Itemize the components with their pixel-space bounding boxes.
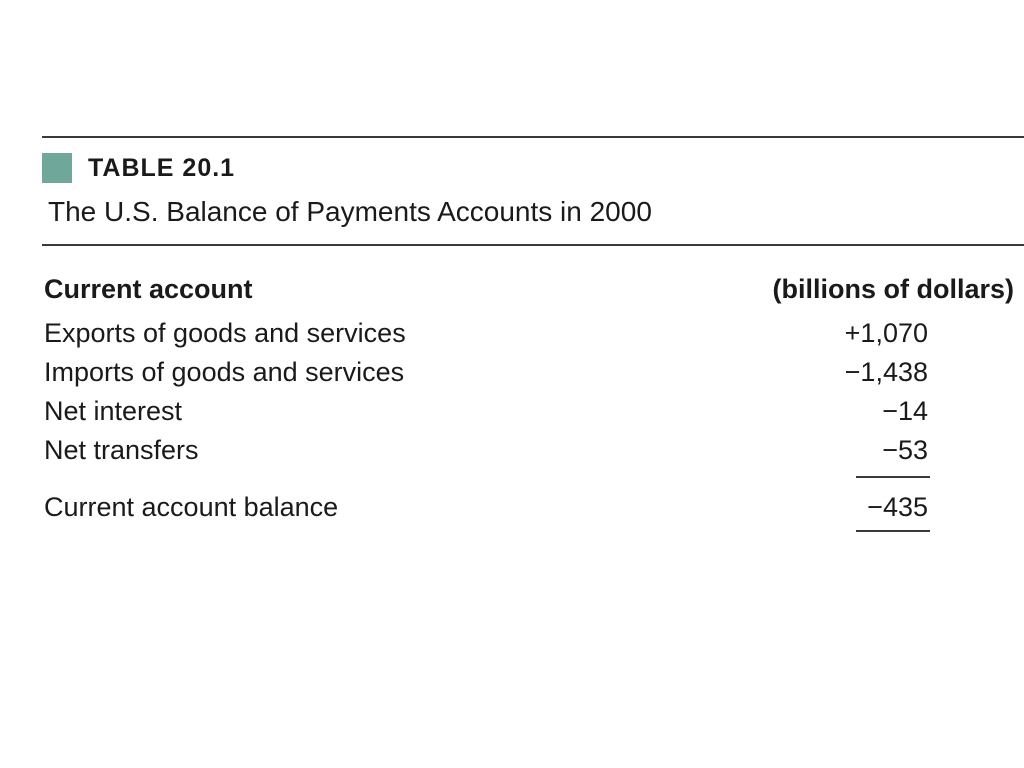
unit-header: (billions of dollars) [772,274,1014,304]
subtotal-rule [856,476,930,478]
row-value-net-transfers: −53 [882,435,928,465]
row-label-imports: Imports of goods and services [44,357,405,387]
row-value-net-interest: −14 [882,396,928,426]
section-header: Current account [44,274,253,304]
row-label-exports: Exports of goods and services [44,318,406,348]
table-label-swatch [42,153,72,183]
total-label: Current account balance [44,492,339,522]
table-number: TABLE 20.1 [88,153,236,182]
table-label [42,150,235,186]
row-label-net-interest: Net interest [44,396,183,426]
top-rule [42,136,1024,138]
table-title: The U.S. Balance of Payments Accounts in 2000 [48,196,652,227]
row-label-net-transfers: Net transfers [44,435,199,465]
row-value-exports: +1,070 [844,318,928,348]
title-rule [42,244,1024,246]
row-value-imports: −1,438 [844,357,928,387]
total-value: −435 [867,492,928,522]
total-rule [856,530,930,532]
